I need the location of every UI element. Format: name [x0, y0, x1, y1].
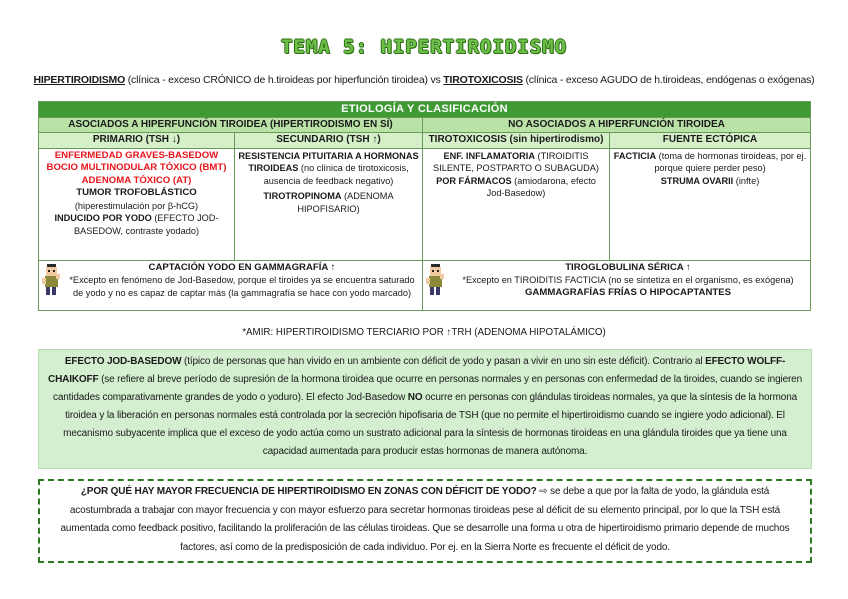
tirotox-inflamatoria-note: (TIROIDITIS SILENTE, POSTPARTO O SUBAGUDA) — [433, 150, 599, 173]
ectopic-struma: STRUMA OVARII — [660, 175, 734, 186]
col-secondary: SECUNDARIO (TSH ↑) — [235, 133, 423, 149]
captacion-note: *Excepto en fenómeno de Jod-Basedow, porque el tiroides ya se encuentra saturado de yodo y no es capaz de captar más (la gammagrafía se hace con yodo marcado) — [69, 275, 415, 298]
tirotox-inflamatoria: ENF. INFLAMATORIA — [443, 150, 535, 161]
primary-bmt: BOCIO MULTINODULAR TÓXICO (BMT) — [46, 162, 227, 173]
page-title: TEMA 5: HIPERTIROIDISMO — [280, 36, 568, 58]
freq-question: ¿POR QUÉ HAY MAYOR FRECUENCIA DE HIPERTIROIDISMO EN ZONAS CON DÉFICIT DE YODO? — [80, 486, 537, 497]
primary-graves: ENFERMEDAD GRAVES-BASEDOW — [54, 149, 219, 161]
primary-at: ADENOMA TÓXICO (AT) — [81, 174, 192, 186]
foot-captacion — [39, 260, 423, 310]
student-character-icon — [41, 263, 61, 297]
primary-trofoblastico-note: (hiperestimulación por β-hCG) — [74, 200, 199, 211]
etiology-table — [38, 101, 811, 311]
freq-arrow: ⇨ — [536, 486, 551, 497]
group-not-associated: NO ASOCIADOS A HIPERFUNCIÓN TIROIDEA — [423, 117, 811, 133]
ectopic-facticia: FACTICIA — [613, 150, 657, 161]
student-character-icon — [425, 263, 445, 297]
tirotox-farmacos: POR FÁRMACOS — [436, 175, 512, 186]
cell-tirotoxicosis — [423, 148, 610, 260]
cell-ectopic — [610, 148, 811, 260]
secondary-tirotropinoma: TIROTROPINOMA — [263, 191, 342, 201]
intro-def-tirotoxicosis: (clínica - exceso AGUDO de h.tiroideas, endógenas o exógenas) — [522, 74, 815, 86]
gammagrafias-frias: GAMMAGRAFÍAS FRÍAS O HIPOCAPTANTES — [524, 286, 732, 298]
intro-def-hipertiroidismo: (clínica - exceso CRÓNICO de h.tiroideas por hiperfunción tiroidea) vs — [125, 74, 444, 86]
secondary-tirotropinoma-note: (ADENOMA HIPOFISARIO) — [297, 191, 394, 214]
tiroglobulina-heading: TIROGLOBULINA SÉRICA ↑ — [565, 261, 691, 273]
captacion-heading: CAPTACIÓN YODO EN GAMMAGRAFÍA ↑ — [148, 261, 336, 273]
intro-term-tirotoxicosis: TIROTOXICOSIS — [443, 74, 523, 86]
jod-term: EFECTO JOD-BASEDOW — [64, 356, 182, 367]
group-associated: ASOCIADOS A HIPERFUNCIÓN TIROIDEA (HIPERTIRODISMO EN SÍ) — [39, 117, 423, 133]
tirotox-farmacos-note: (amiodarona, efecto Jod-Basedow) — [486, 175, 596, 198]
jod-text1: (típico de personas que han vivido en un ambiente con déficit de yodo y pasan a vivir en uno sin este déficit). Contrario al — [181, 356, 706, 367]
foot-tiroglobulina — [423, 260, 811, 310]
table-header: ETIOLOGÍA Y CLASIFICACIÓN — [39, 102, 811, 118]
amir-note: *AMIR: HIPERTIROIDISMO TERCIARIO POR ↑TRH (ADENOMA HIPOTALÁMICO) — [242, 327, 606, 338]
jod-no: NO — [407, 392, 423, 403]
secondary-resistencia: RESISTENCIA PITUITARIA A HORMONAS TIROIDEAS — [238, 150, 419, 173]
primary-yodo-note: (EFECTO JOD-BASEDOW, contraste yodado) — [73, 213, 219, 236]
tiroglobulina-note: *Excepto en TIROIDITIS FACTICIA (no se sintetiza en el organismo, es exógena) — [462, 275, 794, 285]
intro-definitions — [0, 74, 848, 86]
primary-trofoblastico: TUMOR TROFOBLÁSTICO — [76, 187, 197, 198]
wolff-term: EFECTO WOLFF-CHAIKOFF — [48, 356, 786, 385]
col-ectopic: FUENTE ECTÓPICA — [610, 133, 811, 149]
jod-text3: ocurre en personas con glándulas tiroideas normales, ya que la síntesis de la hormona tiroidea y la liberación en personas normales está controlada por la secreción hipofisaria de TSH (que no permite el hipertiroidismo cuando se ingiere yodo adicional). El mecanismo subyacente implica que el exceso de yodo actúa como un sustrato adicional para la síntesis de hormonas tiroideas en una glándula tiroides que ya tiene una capacidad aumentada para producir estas hormonas de manera autónoma. — [63, 392, 798, 457]
col-tirotoxicosis: TIROTOXICOSIS (sin hipertirodismo) — [423, 133, 610, 149]
box-frecuencia — [38, 479, 812, 563]
cell-primary — [39, 148, 235, 260]
secondary-resistencia-note: (no clínica de tirotoxicosis, ausencia de feedback negativo) — [263, 163, 409, 186]
freq-text: se debe a que por la falta de yodo, la glándula está acostumbrada a trabajar con mayor frecuencia y con mayor esfuerzo para secretar hormonas tiroideas pese al déficit de su elemento principal, por lo que la TSH está aumentada como feedback positivo, facilitando la proliferación de las células tiroideas. Que se desarrolle una forma u otra de hipertiroidismo primario depende de muchos factores, así como de la predisposición de cada individuo. Por ej. en la Sierra Norte es frecuente el déficit de yodo. — [60, 486, 790, 553]
ectopic-facticia-note: (toma de hormonas tiroideas, por ej. porque quiere perder peso) — [654, 150, 807, 173]
cell-secondary — [235, 148, 423, 260]
col-primary: PRIMARIO (TSH ↓) — [39, 133, 235, 149]
intro-term-hipertiroidismo: HIPERTIROIDISMO — [33, 74, 126, 86]
jod-text2: (se refiere al breve período de supresión de la hormona tiroidea que ocurre en personas normales y en personas con enfermedad de la tiroides, cuando se ingieren cantidades comparativamente grandes de yodo o yoduro). El efecto Jod-Basedow — [52, 374, 802, 403]
ectopic-struma-note: (infte) — [733, 175, 760, 186]
box-jod-basedow — [38, 349, 812, 469]
primary-yodo: INDUCIDO POR YODO — [54, 213, 152, 223]
